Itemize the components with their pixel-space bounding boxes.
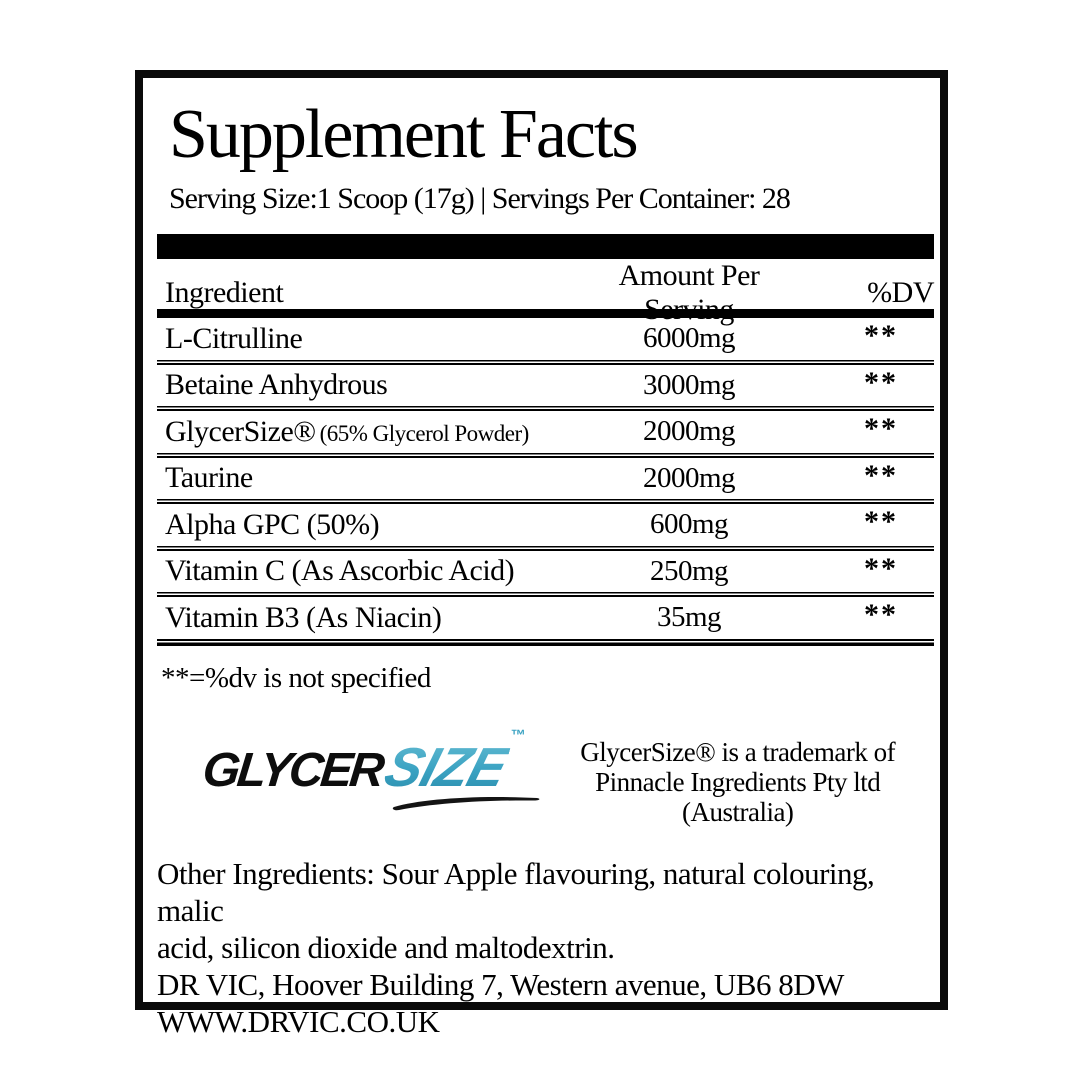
ingredient-name: Vitamin C (As Ascorbic Acid) bbox=[165, 554, 515, 588]
ingredient-dv: ** bbox=[864, 551, 898, 585]
ingredient-dv: ** bbox=[864, 412, 898, 445]
dv-footnote: **=%dv is not specified bbox=[161, 661, 431, 694]
ingredient-dv: ** bbox=[864, 319, 898, 352]
ingredient-name: Betaine Anhydrous bbox=[165, 368, 388, 402]
trademark-symbol: ™ bbox=[510, 726, 526, 744]
trademark-line: GlycerSize® is a trademark of bbox=[580, 736, 896, 767]
logo-size-wrap bbox=[378, 726, 526, 799]
website-line: WWW.DRVIC.CO.UK bbox=[157, 1003, 440, 1039]
table-row bbox=[157, 504, 934, 546]
address-line: DR VIC, Hoover Building 7, Western avenue, UB6 8DW bbox=[157, 966, 844, 1002]
ingredient-dv: ** bbox=[864, 365, 898, 399]
table-header-row bbox=[157, 259, 934, 326]
ingredient-name-main: GlycerSize® bbox=[165, 414, 316, 448]
logo-text-glycer: GLYCER bbox=[200, 743, 385, 797]
table-row bbox=[157, 597, 934, 639]
other-ingredients-line: Other Ingredients: Sour Apple flavouring, natural colouring, malic bbox=[157, 855, 875, 928]
ingredient-name: L-Citrulline bbox=[165, 321, 303, 355]
brush-swoosh-icon bbox=[391, 794, 543, 811]
ingredient-amount: 600mg bbox=[649, 508, 729, 541]
trademark-line: (Australia) bbox=[681, 796, 794, 827]
logo-text-size: SIZE bbox=[378, 735, 515, 798]
glycersize-logo bbox=[200, 726, 526, 799]
table-row bbox=[157, 318, 934, 360]
ingredient-dv: ** bbox=[864, 598, 898, 631]
ingredient-amount: 6000mg bbox=[642, 322, 736, 355]
table-row bbox=[157, 551, 934, 593]
ingredient-amount: 3000mg bbox=[642, 368, 736, 401]
table-bottom-rule bbox=[157, 639, 934, 646]
serving-info: Serving Size:1 Scoop (17g) | Servings Per Container: 28 bbox=[169, 182, 790, 215]
ingredient-name: Vitamin B3 (As Niacin) bbox=[165, 600, 442, 634]
table-row bbox=[157, 365, 934, 407]
ingredient-amount: 250mg bbox=[649, 554, 729, 587]
ingredient-amount: 2000mg bbox=[642, 461, 736, 494]
logo-section bbox=[200, 726, 934, 827]
trademark-note bbox=[548, 737, 928, 827]
table-row bbox=[157, 458, 934, 500]
ingredient-name: Alpha GPC (50%) bbox=[165, 507, 380, 541]
ingredient-amount: 2000mg bbox=[642, 415, 736, 448]
ingredient-name bbox=[157, 415, 584, 449]
label-title: Supplement Facts bbox=[169, 96, 637, 173]
ingredient-name: Taurine bbox=[165, 461, 253, 495]
footer-text bbox=[157, 855, 934, 1040]
ingredient-amount: 35mg bbox=[656, 601, 722, 634]
column-header-dv: %DV bbox=[867, 276, 934, 309]
trademark-line: Pinnacle Ingredients Pty ltd bbox=[595, 766, 881, 797]
header-divider-bar bbox=[157, 234, 934, 259]
ingredient-dv: ** bbox=[864, 458, 898, 492]
ingredient-note: (65% Glycerol Powder) bbox=[319, 420, 529, 446]
table-header-rule bbox=[157, 309, 934, 318]
column-header-ingredient: Ingredient bbox=[165, 276, 284, 309]
table-row bbox=[157, 411, 934, 453]
ingredient-dv: ** bbox=[864, 505, 898, 538]
column-header-amount: Amount Per Serving bbox=[618, 259, 760, 326]
other-ingredients-line: acid, silicon dioxide and maltodextrin. bbox=[157, 929, 615, 965]
supplement-facts-label bbox=[135, 70, 948, 1039]
